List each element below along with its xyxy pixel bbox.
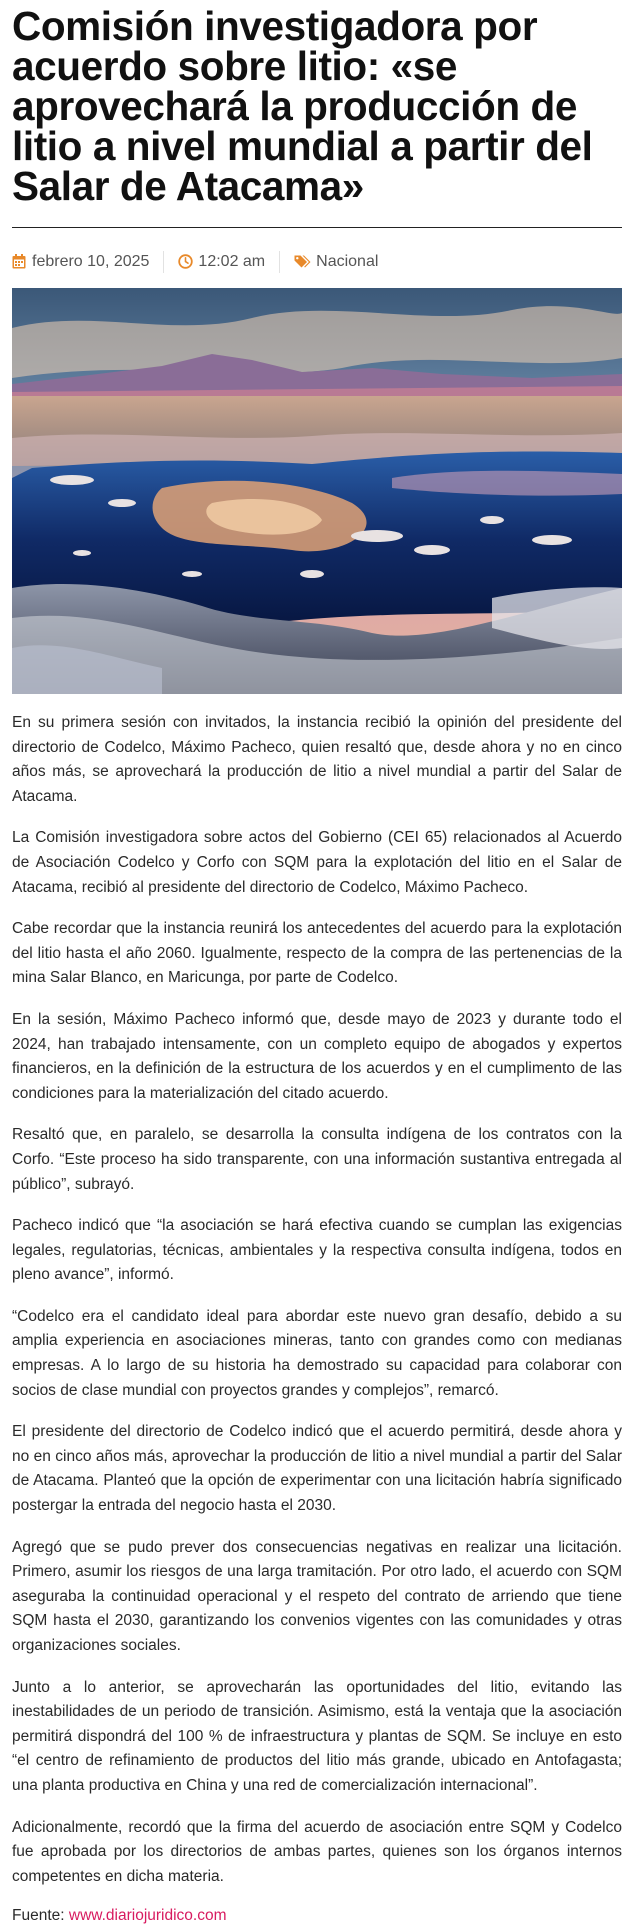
article-paragraph: Pacheco indicó que “la asociación se hará efectiva cuando se cumplan las exigencias legales, regulatorias, técnicas, ambientales y la respectiva consulta indígena, todos en pleno avance”, informó. — [12, 1217, 622, 1284]
meta-time — [178, 253, 265, 271]
meta-date — [12, 253, 149, 271]
article-paragraph: En su primera sesión con invitados, la instancia recibió la opinión del presidente del directorio de Codelco, Máximo Pacheco, quien resaltó que, desde ahora y no en cinco años más, se aprovechará la producción de litio a nivel mundial a partir del Salar de Atacama. — [12, 714, 622, 805]
article-paragraph: La Comisión investigadora sobre actos del Gobierno (CEI 65) relacionados al Acuerdo de Asociación Codelco y Corfo con SQM para la explotación del litio en el Salar de Atacama, recibió al presidente del directorio de Codelco, Máximo Pacheco. — [12, 829, 622, 896]
title-divider — [12, 227, 622, 228]
article-paragraph: Adicionalmente, recordó que la firma del acuerdo de asociación entre SQM y Codelco fue aprobada por los directorios de ambas partes, quienes son los órganos internos competentes en dicha materia. — [12, 1818, 622, 1885]
clock-icon — [178, 254, 194, 270]
article-paragraph: Resaltó que, en paralelo, se desarrolla la consulta indígena de los contratos con la Corfo. “Este proceso ha sido transparente, con una información sustantiva entregada al público”, subrayó. — [12, 1126, 622, 1193]
article-paragraph: En la sesión, Máximo Pacheco informó que, desde mayo de 2023 y durante todo el 2024, han trabajado intensamente, con un completo equipo de abogados y expertos financieros, en la definición de la estructura de los acuerdos y en el cumplimento de las condiciones para la materialización del citado acuerdo. — [12, 1010, 622, 1102]
article-title: Comisión investigadora por acuerdo sobre litio: «se aprovechará la producción de litio a nivel mundial a partir del Salar de Atacama» — [12, 3, 593, 209]
meta-time-text: 12:02 am — [198, 253, 266, 270]
article-paragraph: El presidente del directorio de Codelco indicó que el acuerdo permitirá, desde ahora y no en cinco años más, aprovechar la producción de litio a nivel mundial a partir del Salar de Atacama. Planteó que la opción de experimentar con una licitación habría significado postergar la entrada del negocio hasta el 2030. — [12, 1423, 622, 1515]
article-paragraph: “Codelco era el candidato ideal para abordar este nuevo gran desafío, debido a su amplia experiencia en asociaciones mineras, tanto con grandes como con medianas empresas. A lo largo de su historia ha demostrado su capacidad para colaborar con socios de clase mundial con proyectos grandes y complejos”, remarcó. — [12, 1307, 622, 1399]
calendar-icon — [12, 254, 28, 270]
meta-category-link[interactable]: Nacional — [316, 253, 379, 270]
meta-category[interactable] — [294, 253, 378, 271]
article-paragraph: Agregó que se pudo prever dos consecuencias negativas en realizar una licitación. Primero, asumir los riesgos de una larga tramitación. Por otro lado, el acuerdo con SQM aseguraba la continuidad operacional y el respeto del contrato de arriendo que tiene SQM hasta el 2030, garantizando los convenios vigentes con las comunidades y otras organizaciones sociales. — [12, 1538, 622, 1654]
article-paragraph: Junto a lo anterior, se aprovecharán las oportunidades del litio, evitando las inestabilidades de un periodo de transición. Asimismo, está la ventaja que la asociación permitirá dispondrá del 100 % de infraestructura y plantas de SQM. Se incluye en esto “el centro de refinamiento de productos del litio más grande, ubicado en Antofagasta; una planta productiva en China y una red de comercialización internacional”. — [12, 1678, 622, 1794]
article-meta — [12, 250, 622, 274]
meta-separator — [279, 251, 280, 273]
meta-separator — [163, 251, 164, 273]
tags-icon — [294, 254, 312, 270]
source-link[interactable]: www.diariojuridico.com — [68, 1907, 227, 1925]
meta-date-text: febrero 10, 2025 — [32, 253, 150, 270]
article-paragraph: Cabe recordar que la instancia reunirá los antecedentes del acuerdo para la explotación del litio hasta el año 2060. Igualmente, respecto de la compra de las pertenencias de la mina Salar Blanco, en Maricunga, por parte de Codelco. — [12, 920, 622, 987]
article-body — [12, 711, 622, 1889]
source-label: Fuente: — [12, 1907, 65, 1925]
article — [12, 0, 622, 1928]
article-source — [12, 1904, 622, 1928]
article-hero-image — [12, 288, 622, 694]
